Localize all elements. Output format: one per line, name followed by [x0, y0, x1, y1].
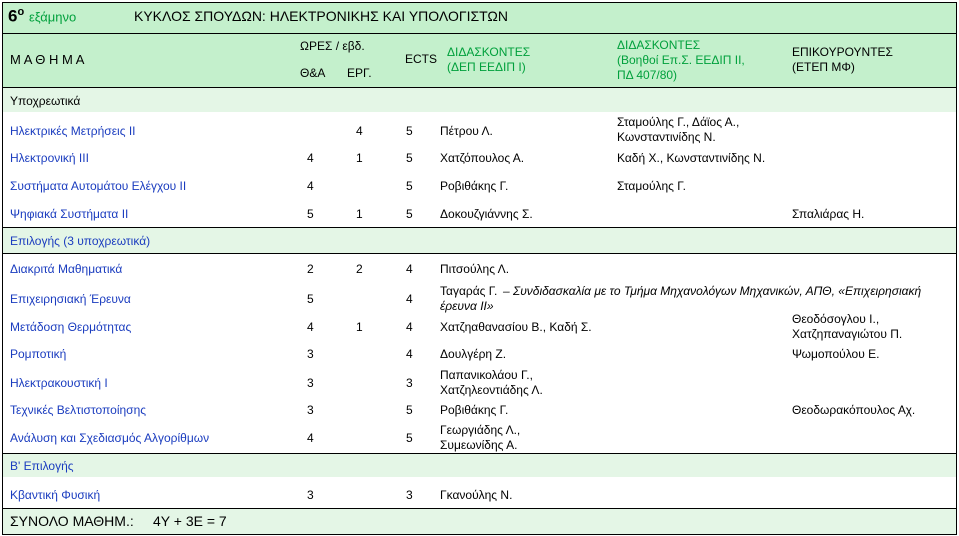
course-name: Μετάδοση Θερμότητας [10, 320, 132, 334]
col-support-l2: (ΕΤΕΠ ΜΦ) [792, 60, 855, 74]
col-assistants-l1: ΔΙΔΑΣΚΟΝΤΕΣ [617, 38, 701, 52]
course-name: Ψηφιακά Συστήματα ΙΙ [10, 207, 129, 221]
ects-value: 3 [406, 376, 413, 390]
lab-hours: 1 [356, 320, 363, 334]
theory-hours: 3 [307, 376, 314, 390]
instructor: Ροβιθάκης Γ. [440, 403, 509, 417]
col-support-l1: ΕΠΙΚΟΥΡΟΥΝΤΕΣ [792, 45, 893, 59]
instructor-l1: Γεωργιάδης Λ., [440, 423, 521, 437]
theory-hours: 3 [307, 347, 314, 361]
section-elective: Επιλογής (3 υποχρεωτικά) [10, 234, 151, 248]
lab-hours: 1 [356, 151, 363, 165]
footer-band [2, 508, 957, 534]
col-instructors-l1: ΔΙΔΑΣΚΟΝΤΕΣ [447, 45, 531, 59]
ects-value: 5 [406, 179, 413, 193]
instructor: Γκανούλης Ν. [440, 488, 513, 502]
total-label: ΣΥΝΟΛΟ ΜΑΘΗΜ.: [10, 513, 134, 529]
course-name: Κβαντική Φυσική [10, 488, 101, 502]
ects-value: 4 [406, 347, 413, 361]
ects-value: 4 [406, 262, 413, 276]
course-name: Ηλεκτρονική ΙΙΙ [10, 151, 89, 165]
support-l2: Χατζηπαναγιώτου Π. [792, 327, 903, 341]
col-theory: Θ&Α [300, 66, 326, 80]
theory-hours: 5 [307, 292, 314, 306]
course-name: Ανάλυση και Σχεδιασμός Αλγορίθμων [10, 431, 210, 445]
support-l1: Θεοδόσογλου Ι., [792, 312, 880, 326]
col-lab: ΕΡΓ. [347, 66, 372, 80]
support: Θεοδωρακόπουλος Αχ. [792, 403, 916, 417]
ects-value: 5 [406, 403, 413, 417]
frame-top [2, 2, 957, 3]
col-ects: ECTS [405, 52, 438, 66]
total-value: 4Υ + 3Ε = 7 [153, 513, 227, 529]
col-assistants-l2: (Βοηθοί Επ.Σ. ΕΕΔΙΠ ΙΙ, [617, 53, 745, 67]
section-compulsory: Υποχρεωτικά [10, 94, 81, 108]
instructor-l2: Χατζηλεοντιάδης Λ. [440, 383, 543, 397]
theory-hours: 4 [307, 151, 314, 165]
course-name: Διακριτά Μαθηματικά [10, 262, 123, 276]
assistant: Καδή Χ., Κωνσταντινίδης Ν. [617, 151, 766, 165]
instructor: Δοκουζγιάννης Σ. [440, 207, 533, 221]
theory-hours: 2 [307, 262, 314, 276]
program-title: ΚΥΚΛΟΣ ΣΠΟΥΔΩΝ: ΗΛΕΚΤΡΟΝΙΚΗΣ ΚΑΙ ΥΠΟΛΟΓΙΣΤΩΝ [134, 8, 508, 24]
frame-bottom [2, 534, 957, 535]
ects-value: 5 [406, 431, 413, 445]
theory-hours: 5 [307, 207, 314, 221]
theory-hours: 4 [307, 179, 314, 193]
frame-left [2, 2, 3, 535]
ects-value: 5 [406, 207, 413, 221]
cross-listing-note-l1: – Συνδιδασκαλία με το Τμήμα Μηχανολόγων Μηχανικών, ΑΠΘ, «Επιχειρησιακή [503, 284, 922, 298]
theory-hours: 3 [307, 488, 314, 502]
support: Σπαλιάρας Η. [792, 207, 865, 221]
col-course: Μ Α Θ Η Μ Α [10, 52, 85, 67]
assistant-l2: Κωνσταντινίδης Ν. [617, 130, 716, 144]
col-assistants-l3: ΠΔ 407/80) [617, 68, 678, 82]
semester-sup: ο [17, 6, 25, 18]
assistant-l1: Σταμούλης Γ., Δάϊος Α., [617, 115, 740, 129]
ects-value: 3 [406, 488, 413, 502]
lab-hours: 2 [356, 262, 363, 276]
semester-number: 6 [8, 6, 18, 26]
ects-value: 4 [406, 292, 413, 306]
theory-hours: 4 [307, 431, 314, 445]
cross-listing-note-l2: έρευνα ΙΙ» [440, 299, 494, 313]
course-name: Ηλεκτρικές Μετρήσεις ΙΙ [10, 124, 136, 138]
instructor: Πέτρου Λ. [440, 124, 493, 138]
col-instructors-l2: (ΔΕΠ ΕΕΔΙΠ Ι) [447, 60, 526, 74]
theory-hours: 3 [307, 403, 314, 417]
divider-b-elective [2, 453, 957, 454]
semester-label [8, 6, 76, 27]
course-name: Ρομποτική [10, 347, 67, 361]
header-bottom [2, 87, 957, 88]
course-name: Τεχνικές Βελτιστοποίησης [10, 403, 147, 417]
divider-elective-header [2, 253, 957, 254]
theory-hours: 4 [307, 320, 314, 334]
lab-hours: 1 [356, 207, 363, 221]
b-elective-band [2, 453, 957, 477]
instructor-l1: Παπανικολάου Γ., [440, 368, 533, 382]
ects-value: 5 [406, 124, 413, 138]
section-b-elective: Β' Επιλογής [10, 459, 74, 473]
header-divider [2, 33, 957, 34]
col-hours: ΩΡΕΣ / εβδ. [300, 39, 365, 53]
compulsory-band [2, 87, 957, 112]
course-name: Ηλεκτρακουστική Ι [10, 376, 108, 390]
instructor: Πιτσούλης Λ. [440, 262, 510, 276]
ects-value: 5 [406, 151, 413, 165]
instructor-l2: Συμεωνίδης Α. [440, 438, 518, 452]
assistant: Σταμούλης Γ. [617, 179, 686, 193]
course-name: Συστήματα Αυτομάτου Ελέγχου ΙΙ [10, 179, 187, 193]
divider-footer [2, 508, 957, 509]
semester-word: εξάμηνο [28, 9, 77, 25]
instructor: Ταγαράς Γ. [440, 284, 498, 298]
course-name: Επιχειρησιακή Έρευνα [10, 292, 131, 306]
instructor: Χατζόπουλος Α. [440, 151, 525, 165]
instructor: Χατζηαθανασίου Β., Καδή Σ. [440, 320, 592, 334]
support: Ψωμοπούλου Ε. [792, 347, 880, 361]
ects-value: 4 [406, 320, 413, 334]
instructor: Δουλγέρη Ζ. [440, 347, 507, 361]
theory-hours: 4 [356, 124, 363, 138]
divider-compulsory-end [2, 227, 957, 228]
frame-right [956, 2, 957, 535]
instructor: Ροβιθάκης Γ. [440, 179, 509, 193]
